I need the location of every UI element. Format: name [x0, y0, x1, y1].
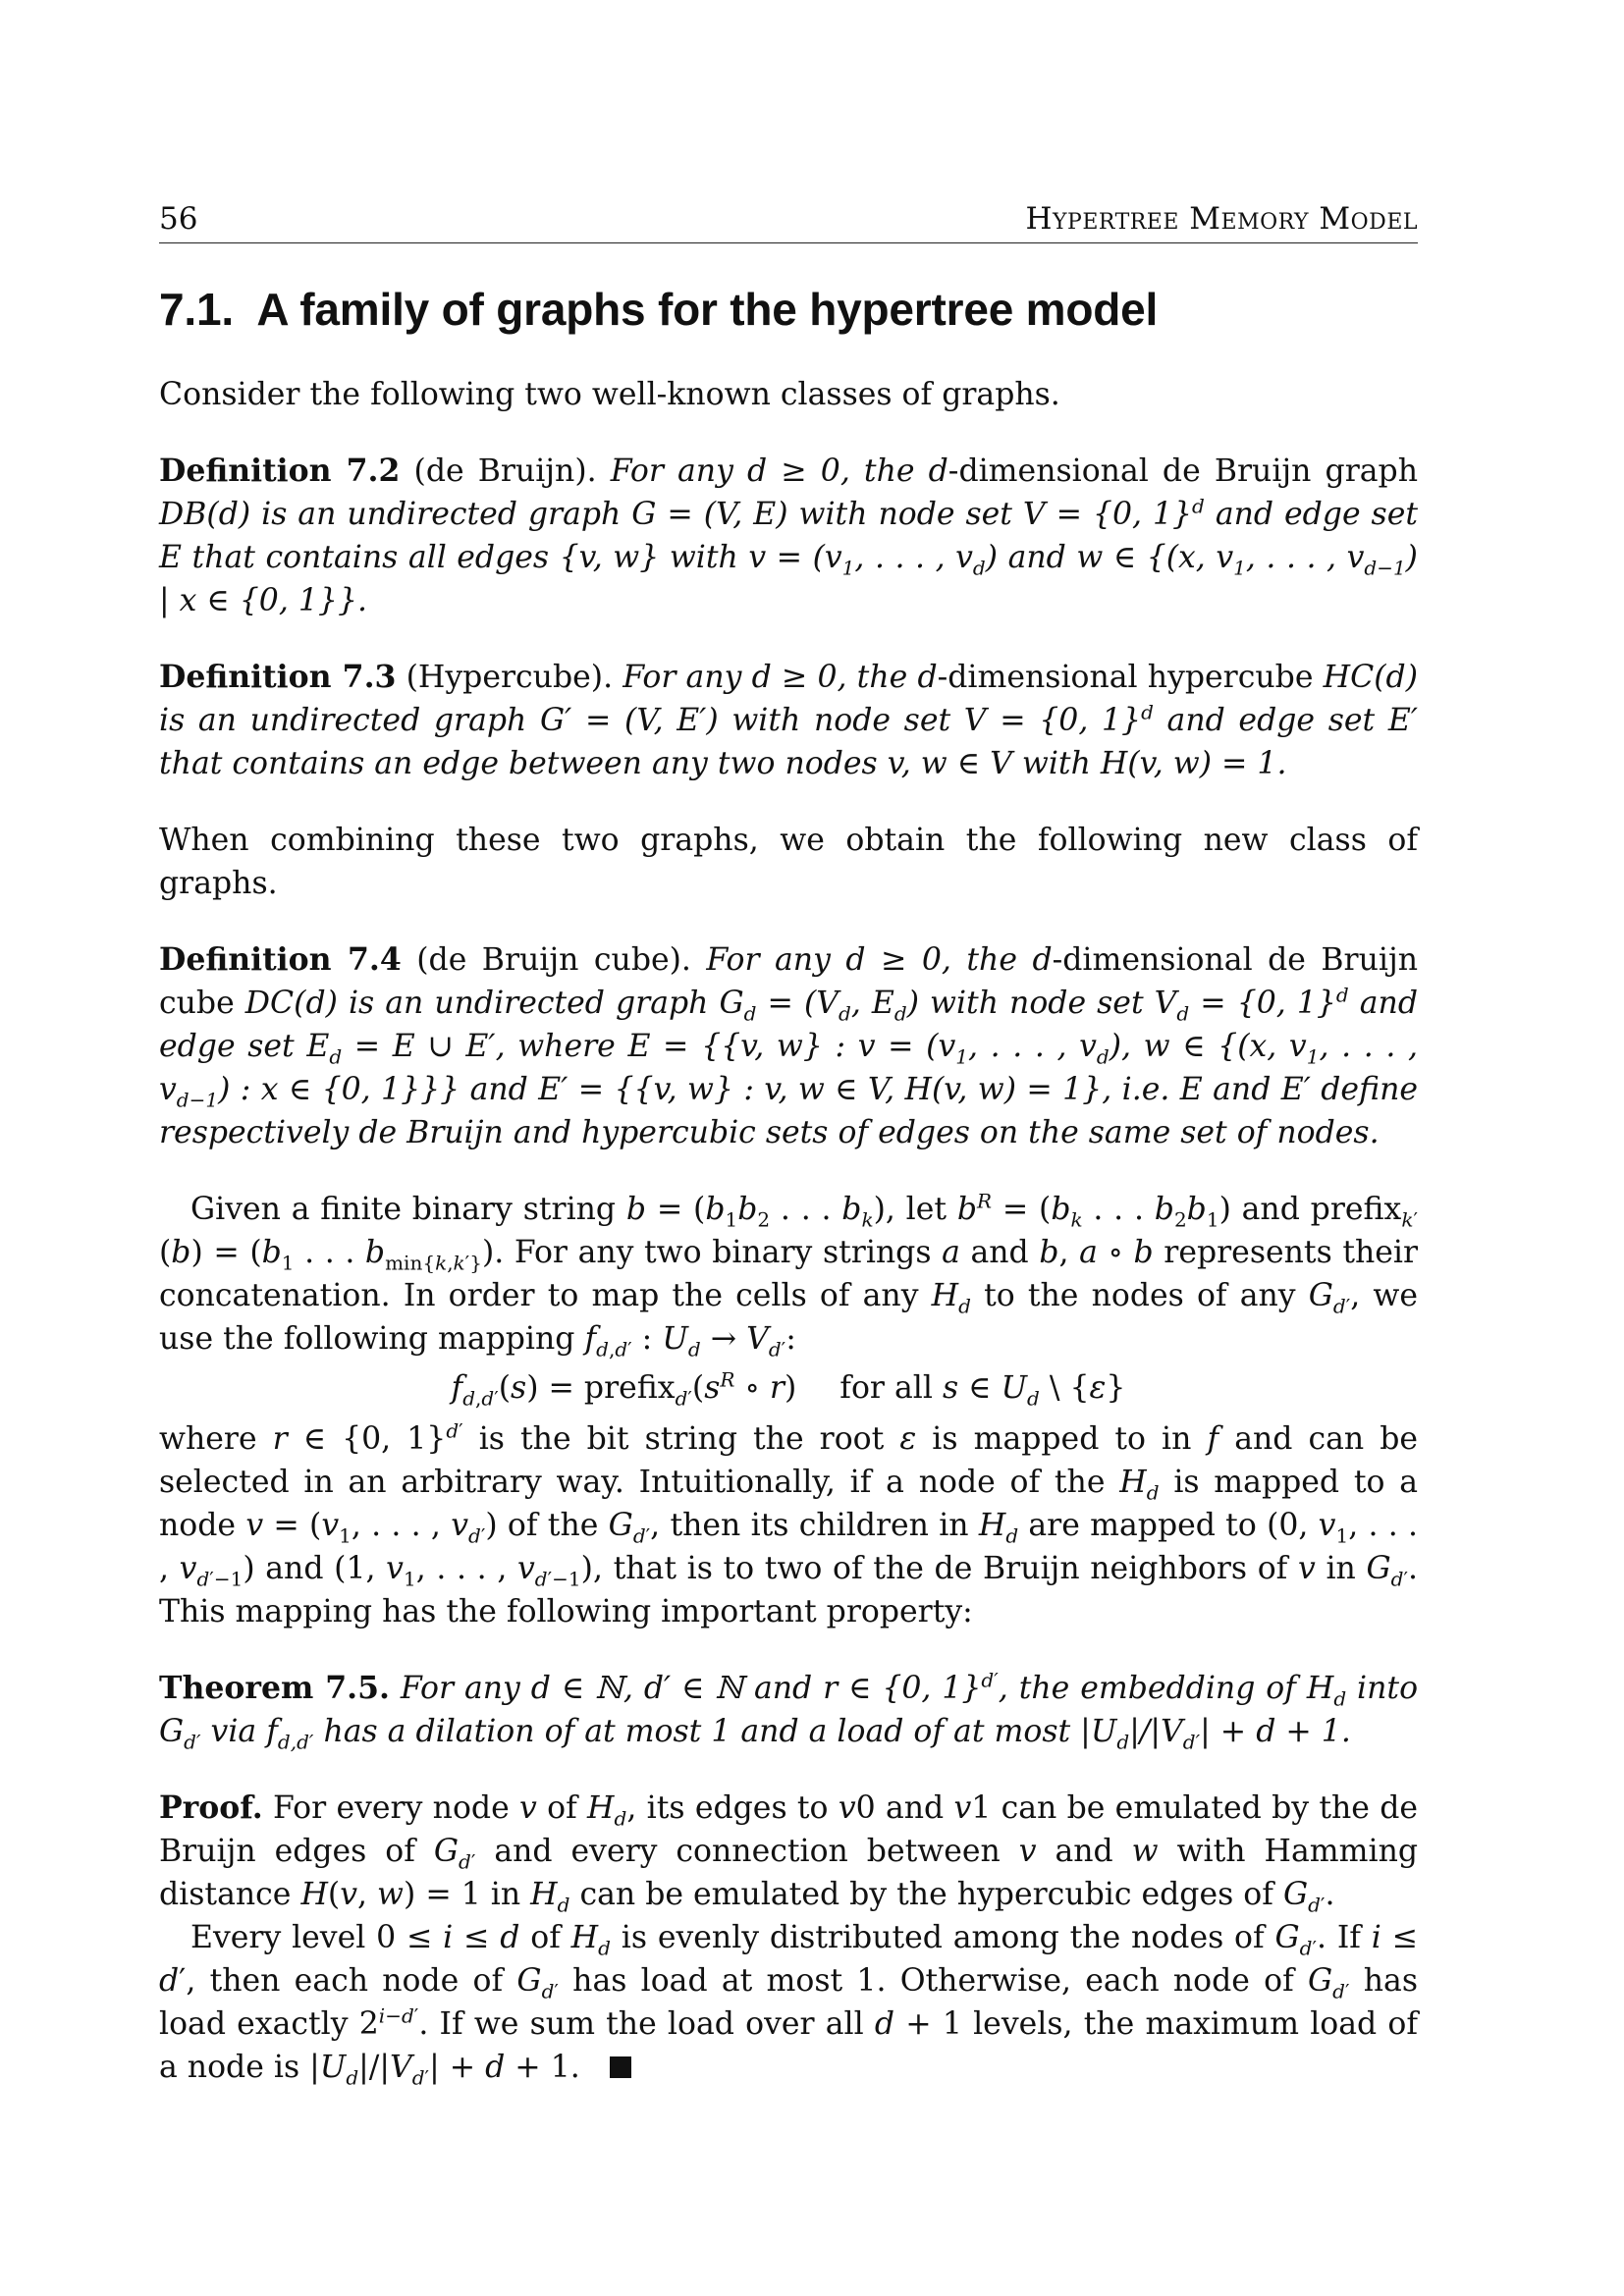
proof-paragraph-1: Proof. For every node v of $H_d$, its edges to v0 and v1 can be emulated by the de Bruijn edges of $G_{d'}$ and every connection between v and w with Hamming distance H(v, w) = 1 in $H_d$ can be emulated by the hypercubic edges of $G_{d'}$. — [159, 1789, 1419, 1917]
page-number: 56 — [159, 201, 198, 237]
mapping-equation: $f_{d,d'}(s)$ = $prefix_{d'}(s^R$ ∘ r) for all s ∈ $U_d$ \ {ε} — [451, 1367, 1126, 1411]
page — [159, 201, 1418, 2089]
mapping-paragraph: Given a finite binary string $b = (b_1b_2$ . . . $b_k$), let $b^R = (b_k$ . . . $b_2b_1$) and prefix$_{k'}$(b) = ($b_1$ . . . $b_{min\{k,k'\}}$). For any two binary strings a and b, a ∘ b represents their concatenation. In order to map the cells of any $H_d$ to the nodes of any $G_{d'}$, we use the following mapping $f_{d,d'}$ : $U_d \to V_{d'}$: — [159, 1189, 1419, 1362]
theorem-label: Theorem 7.5. — [159, 1670, 390, 1706]
section-title — [159, 283, 1418, 336]
definition-note: (de Bruijn). — [413, 454, 597, 489]
definition-7-4: Definition 7.4 (de Bruijn cube). For any d ≥ 0, the d-dimensional de Bruijn cube DC(d) is an undirected graph $G_d = (V_d$, $E_d$) with node set $V_d = \{0$, 1}$^d$ and edge set $E_d = E$ ∪ E′, where E = {{v, w} : $v = (v_1$, . . . , $v_d$), w ∈ {(x, $v_1$, . . . , $v_{d-1}$) : x ∈ {0, 1}}} and E′ = {{v, w} : v, w ∈ V, H(v, w) = 1}, i.e. E and E′ define respectively de Bruijn and hypercubic sets of edges on the same set of nodes. — [159, 941, 1419, 1150]
intro-paragraph: Consider the following two well-known classes of graphs. — [159, 377, 1060, 412]
proof-paragraph-2: Every level 0 ≤ i ≤ d of $H_d$ is evenly distributed among the nodes of $G_{d'}$. If i ≤ d′, then each node of $G_{d'}$ has load at most 1. Otherwise, each node of $G_{d'}$ has load exactly $2^{i-d'}$. If we sum the load over all d + 1 levels, the maximum load of a node is $|U_d|/|V_{d'}| + d + 1$. — [159, 1920, 1419, 2090]
definition-label: Definition 7.4 — [159, 941, 402, 978]
proof-label: Proof. — [159, 1789, 263, 1826]
combine-paragraph: When combining these two graphs, we obtain the following new class of graphs. — [159, 823, 1418, 901]
mapping-explanation: where r ∈ {0, 1}$^{d'}$ is the bit string the root ε is mapped to in f and can be selected in an arbitrary way. Intuitionally, if a node of the $H_d$ is mapped to a node $v = (v_1$, . . . , $v_{d'}$) of the $G_{d'}$, then its children in $H_d$ are mapped to (0, $v_1$, . . . , $v_{d'-1}$) and (1, $v_1$, . . . , $v_{d'-1}$), that is to two of the de Bruijn neighbors of v in $G_{d'}$. This mapping has the following important property: — [159, 1418, 1419, 1629]
definition-note: (de Bruijn cube). — [416, 942, 691, 978]
section-title-text: A family of graphs for the hypertree model — [256, 284, 1159, 335]
running-title: Hypertree Memory Model — [1025, 201, 1418, 237]
section-number: 7.1. — [159, 284, 234, 335]
qed-square-icon — [610, 2056, 631, 2078]
running-head — [159, 201, 1418, 243]
definition-note: (Hypercube). — [406, 660, 614, 695]
definition-label: Definition 7.2 — [159, 453, 401, 489]
definition-7-2: Definition 7.2 (de Bruijn). For any d ≥ 0, the d-dimensional de Bruijn graph DB(d) is an undirected graph G = (V, E) with node set V = {0, 1}$^d$ and edge set E that contains all edges {v, w} with $v = (v_1$, . . . , $v_d$) and w ∈ {(x, $v_1$, . . . , $v_{d-1}$) | x ∈ {0, 1}}. — [159, 453, 1419, 618]
definition-7-3: Definition 7.3 (Hypercube). For any d ≥ 0, the d-dimensional hypercube HC(d) is an undirected graph G′ = (V, E′) with node set V = {0, 1}$^d$ and edge set E′ that contains an edge between any two nodes v, w ∈ V with H(v, w) = 1. — [159, 659, 1418, 781]
definition-label: Definition 7.3 — [159, 659, 397, 695]
theorem-7-5: Theorem 7.5. For any d ∈ ℕ, d′ ∈ ℕ and r ∈ {0, 1}$^{d'}$, the embedding of $H_d$ into $G_{d'}$ via $f_{d,d'}$ has a dilation of at most 1 and a load of at most $|U_d|/|V_{d'}| + d + 1$. — [159, 1668, 1419, 1754]
